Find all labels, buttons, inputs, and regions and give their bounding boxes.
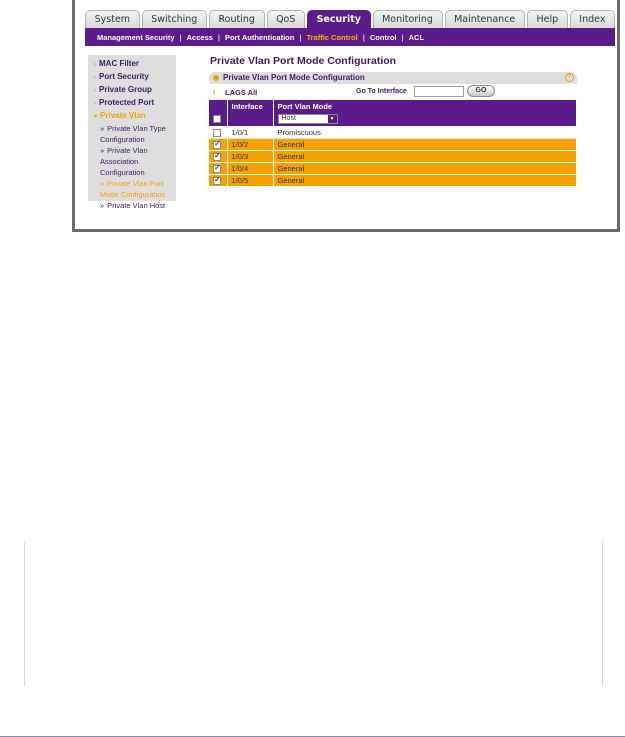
- chevron-right-icon: ›: [94, 62, 96, 68]
- sidebar-subitem-label: Mode Configuration: [100, 190, 166, 199]
- chevron-down-icon: ▼: [328, 115, 337, 123]
- goto-interface-input[interactable]: [414, 86, 464, 97]
- subnav-access[interactable]: Access: [186, 32, 213, 42]
- chevron-right-icon: ›: [94, 88, 96, 94]
- table-row[interactable]: [209, 138, 577, 150]
- port-vlan-mode-select[interactable]: [278, 114, 338, 124]
- sidebar-item-label: Private Vlan: [100, 111, 146, 120]
- table-row[interactable]: [209, 174, 577, 186]
- screenshot-frame: [72, 0, 620, 232]
- sidebar-subitem-continuation[interactable]: [94, 134, 176, 145]
- sidebar-item-label: Protected Port: [99, 98, 155, 107]
- row-select-cell: [209, 174, 227, 186]
- column-header-interface: Interface: [227, 100, 273, 112]
- subnav-acl[interactable]: ACL: [408, 32, 425, 42]
- sidebar-subitem-private-vlan-type[interactable]: [94, 123, 176, 134]
- main-tabs: [85, 10, 615, 28]
- chevron-right-icon: ›: [94, 101, 96, 107]
- row-checkbox[interactable]: [213, 129, 221, 137]
- select-value: Host: [281, 114, 296, 122]
- tab-system[interactable]: System: [85, 10, 140, 28]
- sidebar-item-protected-port[interactable]: [94, 97, 176, 110]
- panel-collapse-icon[interactable]: [213, 75, 219, 81]
- lags-link[interactable]: LAGS: [225, 88, 246, 97]
- goto-interface-label: Go To Interface: [356, 88, 407, 95]
- tab-switching[interactable]: Switching: [142, 10, 207, 28]
- page-title: Private Vlan Port Mode Configuration: [210, 55, 397, 67]
- interface-cell: 1/0/4: [227, 162, 273, 174]
- bullet-icon: »: [100, 124, 105, 133]
- table-controls: [209, 84, 577, 100]
- tab-help[interactable]: Help: [527, 10, 568, 28]
- tab-index[interactable]: Index: [570, 10, 615, 28]
- sidebar-item-label: MAC Filter: [99, 59, 139, 68]
- mode-cell: General: [273, 162, 577, 174]
- all-link[interactable]: All: [247, 88, 258, 97]
- filter-mode-cell: [273, 112, 577, 126]
- mode-cell: General: [273, 150, 577, 162]
- sidebar-subitem-label: Private Vlan Host: [107, 201, 166, 210]
- table-header-row: [209, 100, 577, 112]
- sidebar-subitem-continuation[interactable]: [94, 167, 176, 178]
- panel-title: Private Vlan Port Mode Configuration: [223, 73, 365, 82]
- config-panel: [209, 72, 577, 202]
- interface-cell: 1/0/3: [227, 150, 273, 162]
- sidebar-subitem-label: Private Vlan: [107, 146, 148, 155]
- sidebar-subitem-label: Private Vlan Port: [107, 179, 164, 188]
- sidebar-item-private-vlan[interactable]: [94, 110, 176, 123]
- info-icon: i: [213, 88, 216, 97]
- sidebar: [88, 55, 176, 210]
- subnav-separator: |: [362, 32, 365, 42]
- bullet-icon: »: [100, 201, 105, 210]
- sidebar-item-mac-filter[interactable]: [94, 58, 176, 71]
- subnav-separator: |: [401, 32, 404, 42]
- tab-routing[interactable]: Routing: [209, 10, 265, 28]
- sub-navigation: [85, 28, 615, 46]
- interface-cell: 1/0/2: [227, 138, 273, 150]
- mode-cell: General: [273, 174, 577, 186]
- table-row[interactable]: [209, 150, 577, 162]
- go-button[interactable]: GO: [467, 85, 495, 97]
- subnav-management-security[interactable]: Management Security: [97, 32, 175, 42]
- bullet-icon: »: [100, 179, 105, 188]
- interface-cell: 1/0/5: [227, 174, 273, 186]
- sidebar-subitem-label: Association: [100, 157, 139, 166]
- tab-security[interactable]: Security: [307, 10, 371, 28]
- help-icon[interactable]: ?: [565, 73, 574, 82]
- mode-cell: Promiscuous: [273, 126, 577, 138]
- row-select-cell: [209, 150, 227, 162]
- tab-maintenance[interactable]: Maintenance: [445, 10, 525, 28]
- table-row[interactable]: [209, 162, 577, 174]
- port-mode-table: [209, 100, 577, 187]
- select-all-checkbox[interactable]: [213, 115, 221, 123]
- interface-cell: 1/0/1: [227, 126, 273, 138]
- chevron-right-icon: ›: [94, 75, 96, 81]
- row-select-cell: [209, 138, 227, 150]
- subnav-port-authentication[interactable]: Port Authentication: [225, 32, 295, 42]
- mode-cell: General: [273, 138, 577, 150]
- sidebar-subitem-label: Private Vlan Type: [107, 124, 166, 133]
- select-all-cell: [209, 112, 227, 126]
- subnav-control[interactable]: Control: [369, 32, 397, 42]
- sidebar-subitem-label: Configuration: [100, 168, 145, 177]
- chevron-down-icon: ▾: [94, 114, 98, 120]
- sidebar-item-private-group[interactable]: [94, 84, 176, 97]
- sidebar-subitem-private-vlan-port-mode[interactable]: [94, 178, 176, 189]
- row-checkbox[interactable]: [213, 165, 221, 173]
- sidebar-subitem-private-vlan-host[interactable]: [94, 200, 176, 211]
- sidebar-subitem-label: Configuration: [100, 135, 145, 144]
- row-select-cell: [209, 126, 227, 138]
- column-header-port-vlan-mode: Port Vlan Mode: [273, 100, 577, 112]
- filter-interface-cell: [227, 112, 273, 126]
- sidebar-subitem-continuation[interactable]: [94, 156, 176, 167]
- tab-qos[interactable]: QoS: [267, 10, 306, 28]
- row-select-cell: [209, 162, 227, 174]
- row-checkbox[interactable]: [213, 177, 221, 185]
- subnav-separator: |: [217, 32, 221, 42]
- subnav-traffic-control[interactable]: Traffic Control: [306, 32, 358, 42]
- bullet-icon: »: [100, 146, 105, 155]
- table-row[interactable]: [209, 126, 577, 138]
- row-checkbox[interactable]: [213, 153, 221, 161]
- column-header-select: [209, 100, 227, 112]
- sidebar-item-port-security[interactable]: [94, 71, 176, 84]
- lags-links: [225, 88, 257, 97]
- sidebar-item-label: Port Security: [99, 72, 149, 81]
- subnav-separator: |: [299, 32, 302, 42]
- table-filter-row: [209, 112, 577, 126]
- sidebar-subitem-private-vlan-association[interactable]: [94, 145, 176, 156]
- subnav-separator: |: [179, 32, 182, 42]
- sidebar-subitem-continuation[interactable]: [94, 189, 176, 200]
- row-checkbox[interactable]: [213, 141, 221, 149]
- panel-header: [209, 72, 577, 84]
- tab-monitoring[interactable]: Monitoring: [373, 10, 443, 28]
- empty-content-box: [24, 541, 603, 686]
- sidebar-item-label: Private Group: [99, 85, 152, 94]
